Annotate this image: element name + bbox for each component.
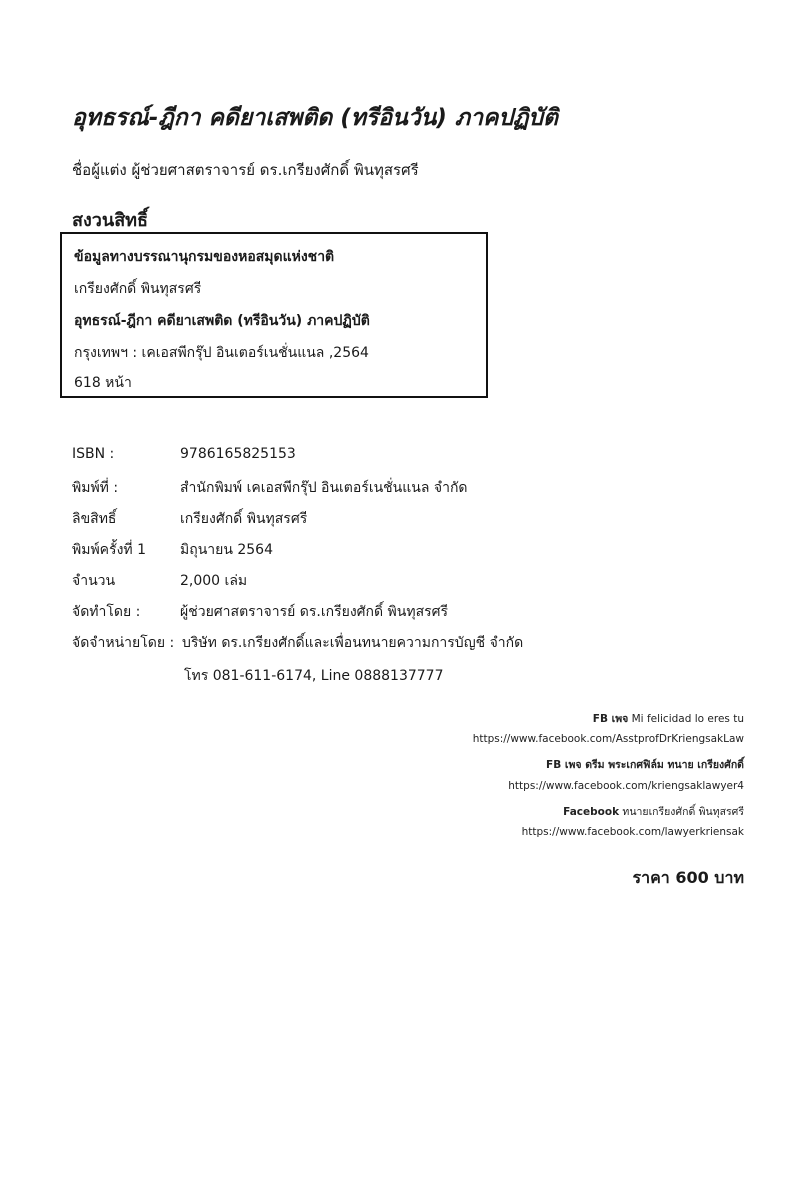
facebook-page-2 (546, 756, 744, 773)
fb-prefix: Facebook (563, 806, 620, 818)
catalog-pages: 618 หน้า (74, 375, 132, 391)
facebook-page-1 (593, 710, 744, 727)
detail-label: จำนวน (72, 573, 116, 589)
facebook-url-2[interactable]: https://www.facebook.com/kriengsaklawyer4 (508, 780, 744, 792)
price-label: ราคา 600 บาท (632, 868, 744, 887)
catalog-heading: ข้อมูลทางบรรณานุกรมของหอสมุดแห่งชาติ (74, 249, 335, 265)
book-title: อุทธรณ์-ฎีกา คดียาเสพติด (ทรีอินวัน) ภาคปฏิบัติ (72, 105, 558, 131)
facebook-page-3 (563, 803, 744, 820)
detail-value: สำนักพิมพ์ เคเอสพีกรุ๊ป อินเตอร์เนชั่นแนล จำกัด (180, 480, 468, 496)
detail-value: เกรียงศักดิ์ พินทุสรศรี (180, 511, 308, 527)
rights-heading: สงวนสิทธิ์ (72, 210, 149, 231)
detail-value: ผู้ช่วยศาสตราจารย์ ดร.เกรียงศักดิ์ พินทุสรศรี (180, 604, 449, 620)
fb-prefix: FB เพจ (592, 713, 629, 725)
facebook-url-1[interactable]: https://www.facebook.com/AsstprofDrKriengsakLaw (472, 733, 744, 745)
cataloging-box (60, 232, 488, 398)
catalog-book-title: อุทธรณ์-ฎีกา คดียาเสพติด (ทรีอินวัน) ภาคปฏิบัติ (74, 313, 370, 329)
fb-page-name: Mi felicidad lo eres tu (631, 713, 744, 725)
detail-value: 9786165825153 (180, 446, 296, 462)
fb-page-name: ทนายเกรียงศักดิ์ พินทุสรศรี (622, 806, 744, 818)
detail-value: บริษัท ดร.เกรียงศักดิ์และเพื่อนทนายความการบัญชี จำกัด (182, 635, 524, 651)
detail-label: ลิขสิทธิ์ (72, 511, 117, 527)
detail-label: พิมพ์ครั้งที่ 1 (72, 542, 146, 558)
detail-label: จัดจำหน่ายโดย : (72, 635, 175, 651)
fb-page-label: FB เพจ ดรีม พระเกศฟิล์ม ทนาย เกรียงศักดิ์ (546, 759, 744, 771)
detail-label: จัดทำโดย : (72, 604, 141, 620)
facebook-url-3[interactable]: https://www.facebook.com/lawyerkriensak (521, 826, 744, 838)
detail-label: พิมพ์ที่ : (72, 480, 119, 496)
detail-value: 2,000 เล่ม (180, 573, 248, 589)
contact-info: โทร 081-611-6174, Line 0888137777 (184, 668, 444, 684)
catalog-author: เกรียงศักดิ์ พินทุสรศรี (74, 281, 202, 297)
detail-value: มิถุนายน 2564 (180, 542, 273, 558)
detail-label: ISBN : (72, 446, 115, 462)
catalog-imprint: กรุงเทพฯ : เคเอสพีกรุ๊ป อินเตอร์เนชั่นแนล ,2564 (74, 345, 369, 361)
author-line: ชื่อผู้แต่ง ผู้ช่วยศาสตราจารย์ ดร.เกรียงศักดิ์ พินทุสรศรี (72, 161, 419, 179)
